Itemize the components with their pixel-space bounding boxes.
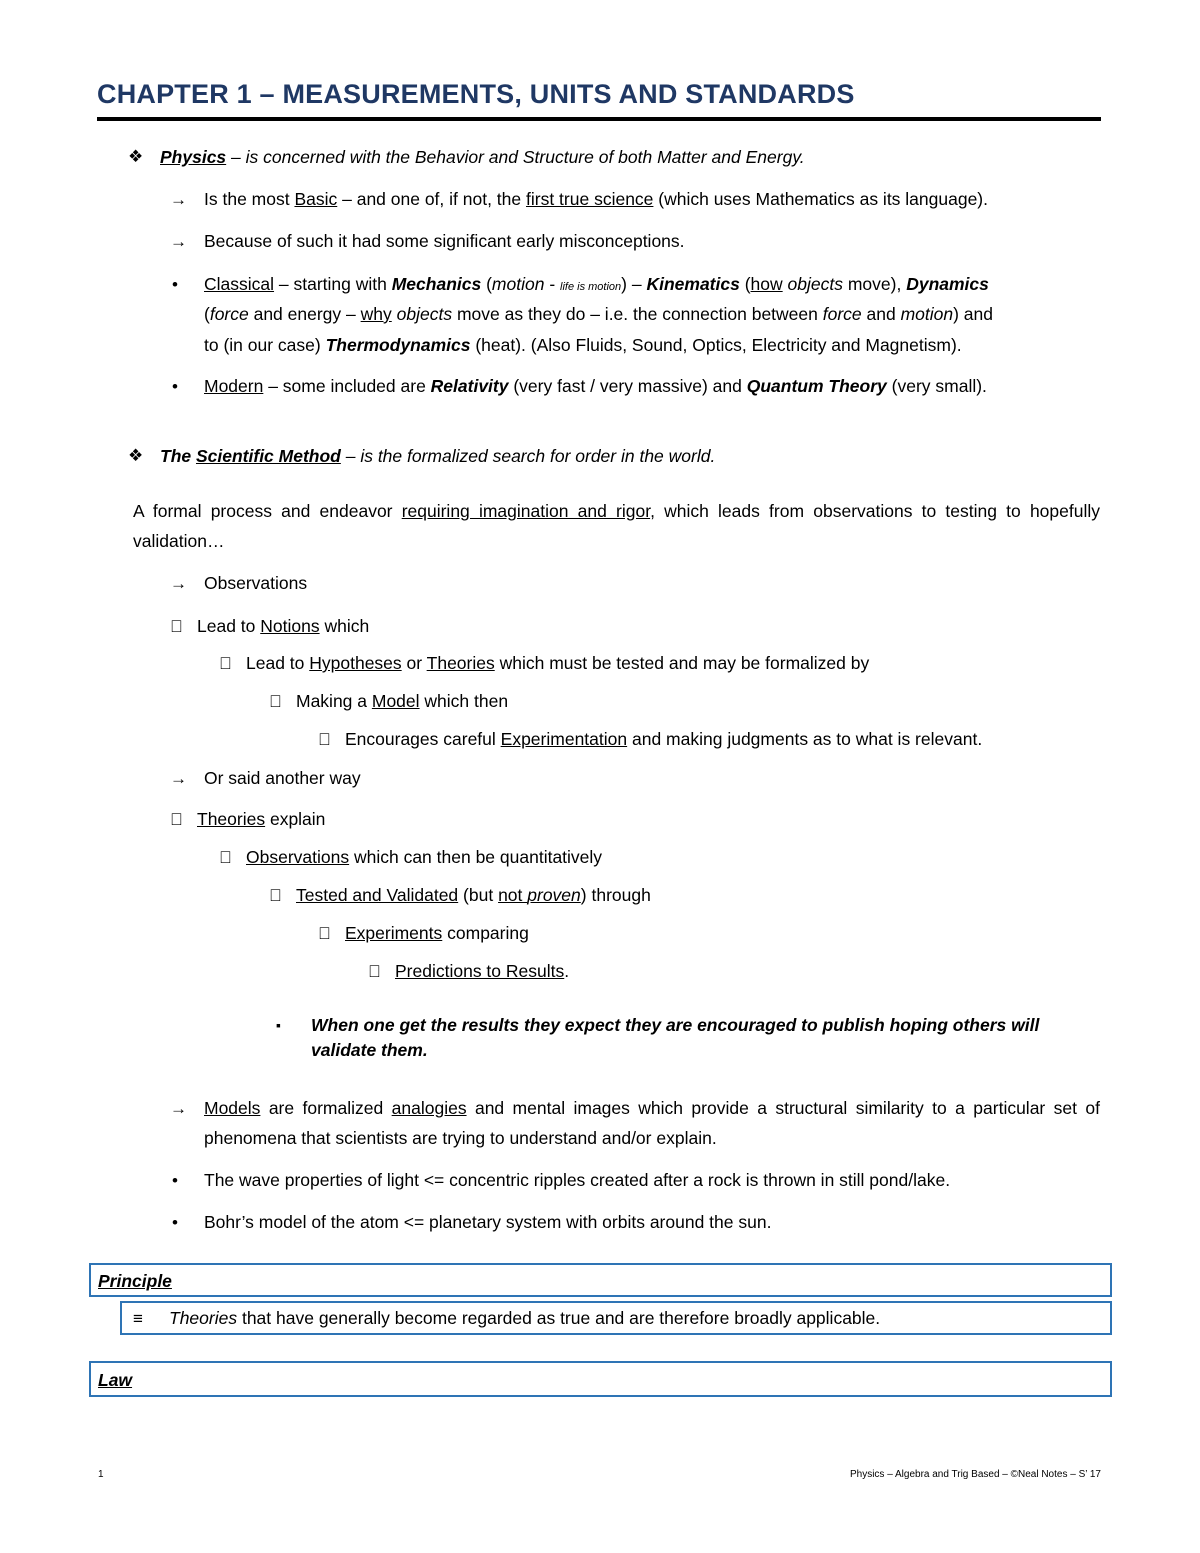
law-header-box: [89, 1361, 1112, 1397]
publish-line-1: When one get the results they expect they are encouraged to publish hoping others will: [311, 1015, 1040, 1035]
diamond-bullet-icon: ❖: [128, 446, 144, 465]
classical-line-2: (force and energy – why objects move as they do – i.e. the connection between force and motion) and: [204, 304, 993, 324]
law-label: Law: [98, 1370, 133, 1390]
misconceptions-line: Because of such it had some significant early misconceptions.: [204, 231, 685, 251]
arrow-icon: →: [170, 769, 187, 788]
classical-line-3: to (in our case) Thermodynamics (heat). (Also Fluids, Sound, Optics, Electricity and Magnetism).: [204, 335, 962, 355]
missing-glyph-icon: [368, 963, 381, 980]
missing-glyph-icon: [219, 655, 232, 672]
bullet-dot-icon: •: [172, 1213, 178, 1232]
arrow-icon: →: [170, 232, 187, 251]
missing-glyph-icon: [170, 618, 183, 635]
experiments-line: Experiments comparing: [345, 923, 529, 943]
principle-definition: Theories that have generally become regarded as true and are therefore broadly applicable.: [169, 1308, 881, 1328]
missing-glyph-icon: [219, 849, 232, 866]
model-line: Making a Model which then: [296, 691, 509, 711]
bullet-dot-icon: •: [172, 377, 178, 396]
missing-glyph-icon: [269, 693, 282, 710]
theories-line: Theories explain: [197, 809, 326, 829]
physics-definition: Physics – is concerned with the Behavior and Structure of both Matter and Energy.: [160, 147, 805, 167]
principle-label: Principle: [98, 1271, 172, 1291]
diamond-bullet-icon: ❖: [128, 147, 144, 166]
title-rule: [97, 117, 1101, 121]
missing-glyph-icon: [318, 925, 331, 942]
page-number: 1: [98, 1469, 104, 1480]
hypotheses-line: Lead to Hypotheses or Theories which must be tested and may be formalized by: [246, 653, 870, 673]
models-paragraph: Models are formalized analogies and mental images which provide a structural similarity to a particular set of phenomena that scientists are trying to understand and/or explain.: [204, 1098, 1100, 1148]
tested-validated-line: Tested and Validated (but not proven) through: [296, 885, 651, 905]
wave-line: The wave properties of light <= concentric ripples created after a rock is thrown in still pond/lake.: [204, 1170, 951, 1190]
chapter-title: CHAPTER 1 – MEASUREMENTS, UNITS AND STANDARDS: [97, 79, 855, 109]
footer-credit: Physics – Algebra and Trig Based – ©Neal Notes – S’ 17: [849, 1469, 1101, 1480]
bohr-line: Bohr’s model of the atom <= planetary system with orbits around the sun.: [204, 1212, 772, 1232]
arrow-icon: →: [170, 190, 187, 209]
classical-line-1: Classical – starting with Mechanics (motion - life is motion) – Kinematics (how objects move), Dynamics: [204, 274, 989, 294]
bullet-dot-icon: •: [172, 1171, 178, 1190]
modern-line: Modern – some included are Relativity (very fast / very massive) and Quantum Theory (very small).: [204, 376, 987, 396]
missing-glyph-icon: [269, 887, 282, 904]
missing-glyph-icon: [170, 811, 183, 828]
bullet-dot-icon: •: [172, 275, 178, 294]
observations-line: Observations: [204, 573, 308, 593]
observations-quantitative-line: Observations which can then be quantitatively: [246, 847, 603, 867]
principle-header-box: [89, 1263, 1112, 1297]
predictions-line: Predictions to Results.: [395, 961, 570, 981]
scientific-method-definition: The Scientific Method – is the formalized search for order in the world.: [160, 446, 716, 466]
arrow-icon: →: [170, 1099, 187, 1118]
scientific-method-paragraph: A formal process and endeavor requiring imagination and rigor, which leads from observations to testing to hopefully validation…: [133, 501, 1100, 551]
missing-glyph-icon: [318, 731, 331, 748]
publish-line-2: validate them.: [311, 1040, 428, 1060]
experimentation-line: Encourages careful Experimentation and making judgments as to what is relevant.: [345, 729, 983, 749]
another-way-line: Or said another way: [204, 768, 361, 788]
square-bullet-icon: ▪: [276, 1017, 281, 1033]
equivalence-icon: ≡: [133, 1309, 143, 1328]
arrow-icon: →: [170, 574, 187, 593]
physics-basic-line: Is the most Basic – and one of, if not, the first true science (which uses Mathematics as its language).: [204, 189, 988, 209]
notions-line: Lead to Notions which: [197, 616, 370, 636]
